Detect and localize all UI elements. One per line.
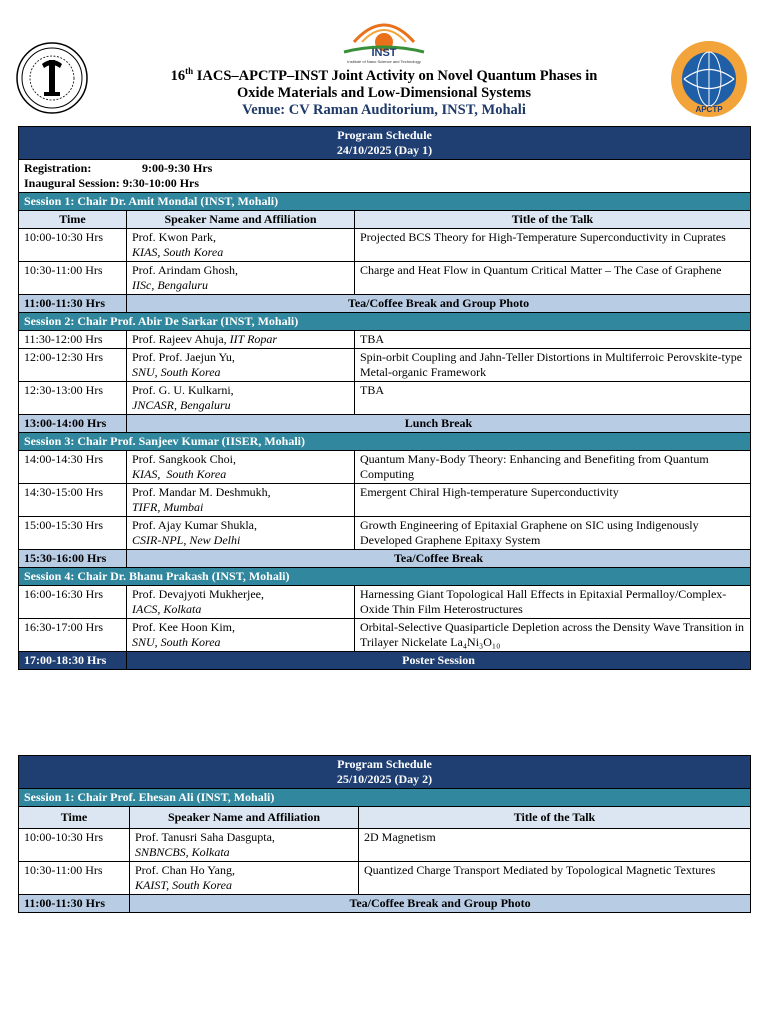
break-time: 15:30-16:00 Hrs xyxy=(19,550,127,568)
day2-date: 25/10/2025 (Day 2) xyxy=(336,772,433,786)
talk-time: 14:30-15:00 Hrs xyxy=(19,484,127,517)
speaker-name: Prof. Sangkook Choi, xyxy=(132,452,237,466)
poster-session-row xyxy=(19,652,751,670)
talk-title: Projected BCS Theory for High-Temperature Superconductivity in Cuprates xyxy=(355,229,751,262)
talk-title: Quantum Many-Body Theory: Enhancing and Benefiting from Quantum Computing xyxy=(355,451,751,484)
apctp-logo xyxy=(670,40,748,118)
speaker-affiliation: IIT Ropar xyxy=(229,332,278,346)
speaker-cell xyxy=(127,451,355,484)
break-time: 13:00-14:00 Hrs xyxy=(19,415,127,433)
talk-row xyxy=(19,829,751,862)
event-title-line-2: Oxide Materials and Low-Dimensional Systems xyxy=(236,85,532,101)
talk-title: Quantized Charge Transport Mediated by Topological Magnetic Textures xyxy=(359,862,751,895)
column-header-title: Title of the Talk xyxy=(355,211,751,229)
talk-row xyxy=(19,349,751,382)
speaker-cell xyxy=(130,862,359,895)
speaker-affiliation: IACS, Kolkata xyxy=(132,602,202,616)
talk-time: 10:00-10:30 Hrs xyxy=(19,829,130,862)
day1-date: 24/10/2025 (Day 1) xyxy=(336,143,433,157)
svg-text:Institute of Nano Science and: Institute of Nano Science and Technology xyxy=(347,59,421,64)
speaker-name: Prof. Ajay Kumar Shukla, xyxy=(132,518,257,532)
speaker-cell xyxy=(130,829,359,862)
speaker-name: Prof. Arindam Ghosh, xyxy=(132,263,238,277)
talk-time: 14:00-14:30 Hrs xyxy=(19,451,127,484)
registration-label: Registration: xyxy=(24,161,92,175)
speaker-cell xyxy=(127,517,355,550)
day2-title-cell xyxy=(19,756,751,789)
speaker-affiliation: IISc, Bengaluru xyxy=(132,278,208,292)
speaker-affiliation: CSIR-NPL, New Delhi xyxy=(132,533,241,547)
speaker-name: Prof. Kwon Park, xyxy=(132,230,216,244)
talk-row xyxy=(19,382,751,415)
day1-program-title: Program Schedule xyxy=(337,128,432,142)
speaker-name: Prof. Prof. Jaejun Yu, xyxy=(132,350,235,364)
column-header-row xyxy=(19,807,751,829)
talk-row xyxy=(19,262,751,295)
svg-text:APCTP: APCTP xyxy=(695,105,723,114)
speaker-affiliation: KIAS, South Korea xyxy=(132,467,227,481)
event-title-line-1: 16th IACS–APCTP–INST Joint Activity on Novel Quantum Phases in xyxy=(170,66,598,84)
talk-row xyxy=(19,331,751,349)
day1-title-row xyxy=(19,127,751,160)
speaker-cell xyxy=(127,586,355,619)
talk-time: 10:00-10:30 Hrs xyxy=(19,229,127,262)
column-header-time: Time xyxy=(19,807,130,829)
break-label: Tea/Coffee Break and Group Photo xyxy=(130,895,751,913)
talk-time: 16:30-17:00 Hrs xyxy=(19,619,127,652)
speaker-name: Prof. Kee Hoon Kim, xyxy=(132,620,235,634)
registration-time: 9:00-9:30 Hrs xyxy=(142,161,213,175)
poster-session-label: Poster Session xyxy=(127,652,751,670)
column-header-title: Title of the Talk xyxy=(359,807,751,829)
break-row xyxy=(19,550,751,568)
column-header-time: Time xyxy=(19,211,127,229)
speaker-affiliation: SNU, South Korea xyxy=(132,635,221,649)
speaker-cell xyxy=(127,382,355,415)
inst-logo xyxy=(334,12,434,64)
column-header-row xyxy=(19,211,751,229)
talk-row xyxy=(19,484,751,517)
iacs-seal-logo xyxy=(16,42,88,114)
day1-title-cell xyxy=(19,127,751,160)
inaugural-time: 9:30-10:00 Hrs xyxy=(122,176,200,190)
break-time: 11:00-11:30 Hrs xyxy=(19,295,127,313)
session-1-header: Session 1: Chair Dr. Amit Mondal (INST, Mohali) xyxy=(19,193,751,211)
talk-time: 11:30-12:00 Hrs xyxy=(19,331,127,349)
talk-row xyxy=(19,451,751,484)
speaker-cell xyxy=(127,484,355,517)
speaker-name: Prof. Tanusri Saha Dasgupta, xyxy=(135,830,275,844)
session-2-header: Session 2: Chair Prof. Abir De Sarkar (INST, Mohali) xyxy=(19,313,751,331)
break-label: Tea/Coffee Break xyxy=(127,550,751,568)
speaker-affiliation: SNBNCBS, Kolkata xyxy=(135,845,230,859)
talk-row xyxy=(19,229,751,262)
speaker-affiliation: KIAS, South Korea xyxy=(132,245,224,259)
talk-row xyxy=(19,517,751,550)
poster-session-time: 17:00-18:30 Hrs xyxy=(19,652,127,670)
svg-text:INST: INST xyxy=(371,47,397,59)
page-header xyxy=(0,0,768,124)
talk-title: Growth Engineering of Epitaxial Graphene on SIC using Indigenously Developed Graphene Epitaxy System xyxy=(355,517,751,550)
break-row xyxy=(19,895,751,913)
speaker-cell xyxy=(127,619,355,652)
talk-time: 12:00-12:30 Hrs xyxy=(19,349,127,382)
talk-title: Orbital-Selective Quasiparticle Depletion across the Density Wave Transition in Trilayer Nickelate La₄Ni₃O₁₀ xyxy=(355,619,751,652)
column-header-speaker: Speaker Name and Affiliation xyxy=(130,807,359,829)
day1-schedule-table xyxy=(18,126,751,670)
break-label: Tea/Coffee Break and Group Photo xyxy=(127,295,751,313)
break-row xyxy=(19,415,751,433)
speaker-name: Prof. Devajyoti Mukherjee, xyxy=(132,587,264,601)
speaker-affiliation: JNCASR, Bengaluru xyxy=(132,398,231,412)
talk-title: Charge and Heat Flow in Quantum Critical Matter – The Case of Graphene xyxy=(355,262,751,295)
talk-time: 16:00-16:30 Hrs xyxy=(19,586,127,619)
speaker-cell xyxy=(127,349,355,382)
speaker-affiliation: KAIST, South Korea xyxy=(135,878,233,892)
talk-title: TBA xyxy=(355,331,751,349)
speaker-cell xyxy=(127,331,355,349)
day2-program-title: Program Schedule xyxy=(337,757,432,771)
speaker-name: Prof. Mandar M. Deshmukh, xyxy=(132,485,271,499)
speaker-name: Prof. Chan Ho Yang, xyxy=(135,863,236,877)
column-header-speaker: Speaker Name and Affiliation xyxy=(127,211,355,229)
inaugural-label: Inaugural Session: xyxy=(24,176,120,190)
event-venue: Venue: CV Raman Auditorium, INST, Mohali xyxy=(242,102,526,118)
registration-cell xyxy=(19,160,751,193)
talk-title: Spin-orbit Coupling and Jahn-Teller Distortions in Multiferroic Perovskite-type Metal-organic Framework xyxy=(355,349,751,382)
break-label: Lunch Break xyxy=(127,415,751,433)
talk-title: 2D Magnetism xyxy=(359,829,751,862)
talk-title: Emergent Chiral High-temperature Superconductivity xyxy=(355,484,751,517)
day1-registration-row xyxy=(19,160,751,193)
session-3-header: Session 3: Chair Prof. Sanjeev Kumar (IISER, Mohali) xyxy=(19,433,751,451)
talk-title: Harnessing Giant Topological Hall Effects in Epitaxial Permalloy/Complex-Oxide Thin Film Heterostructures xyxy=(355,586,751,619)
day2-schedule-table xyxy=(18,755,751,913)
session-4-header: Session 4: Chair Dr. Bhanu Prakash (INST, Mohali) xyxy=(19,568,751,586)
break-row xyxy=(19,295,751,313)
talk-title: TBA xyxy=(355,382,751,415)
break-time: 11:00-11:30 Hrs xyxy=(19,895,130,913)
talk-time: 12:30-13:00 Hrs xyxy=(19,382,127,415)
talk-row xyxy=(19,862,751,895)
talk-row xyxy=(19,619,751,652)
speaker-name: Prof. G. U. Kulkarni, xyxy=(132,383,234,397)
speaker-name: Prof. Rajeev Ahuja, xyxy=(132,332,227,346)
day2-title-row xyxy=(19,756,751,789)
talk-time: 15:00-15:30 Hrs xyxy=(19,517,127,550)
talk-time: 10:30-11:00 Hrs xyxy=(19,862,130,895)
talk-time: 10:30-11:00 Hrs xyxy=(19,262,127,295)
speaker-cell xyxy=(127,262,355,295)
day2-session-1-header: Session 1: Chair Prof. Ehesan Ali (INST, Mohali) xyxy=(19,789,751,807)
speaker-affiliation: SNU, South Korea xyxy=(132,365,221,379)
speaker-affiliation: TIFR, Mumbai xyxy=(132,500,204,514)
talk-row xyxy=(19,586,751,619)
speaker-cell xyxy=(127,229,355,262)
